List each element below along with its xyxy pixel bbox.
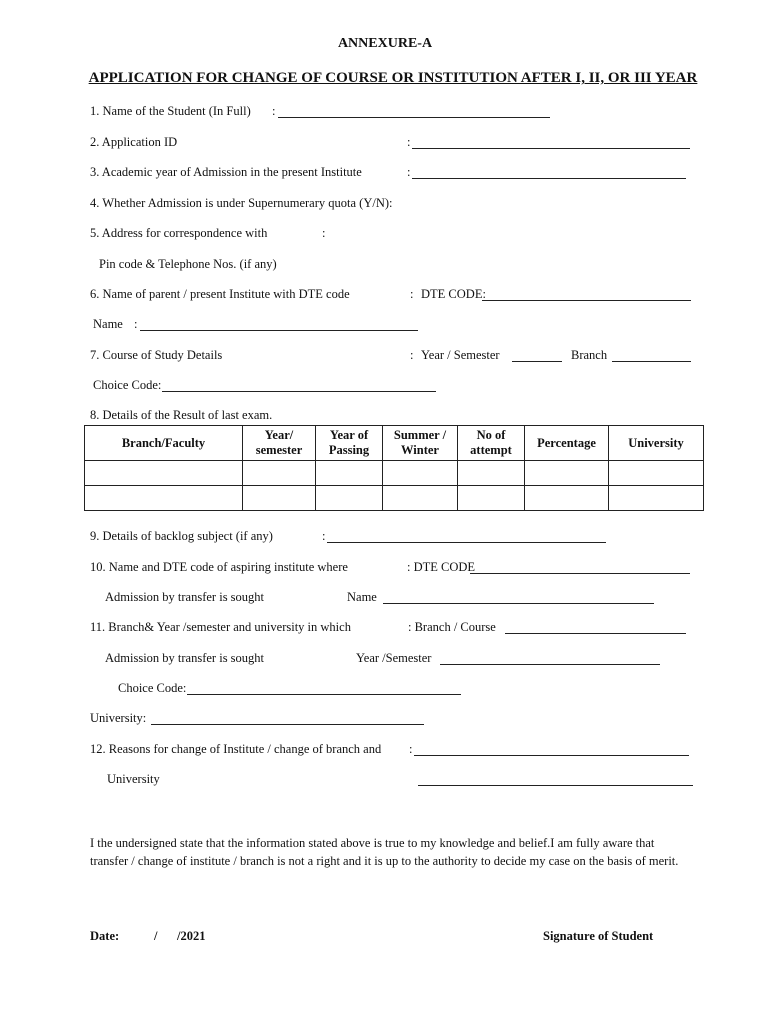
field-result-label: 8. Details of the Result of last exam. [90, 408, 273, 422]
date-slash: / [154, 929, 158, 943]
field-application-id-colon: : [407, 135, 411, 149]
field-reasons-label: 12. Reasons for change of Institute / change of branch and [90, 742, 382, 756]
field-transfer-branch-label: 11. Branch& Year /semester and university in which [90, 620, 351, 634]
field-supernumerary-label: 4. Whether Admission is under Supernumerary quota (Y/N): [90, 196, 393, 210]
field-parent-institute-label: 6. Name of parent / present Institute with DTE code [90, 287, 350, 301]
result-table [84, 425, 704, 511]
table-cell[interactable] [525, 486, 609, 511]
col-year-of-passing: Year of Passing [316, 426, 383, 461]
table-row [85, 486, 704, 511]
transfer-year-semester-field[interactable] [440, 652, 660, 665]
table-cell[interactable] [85, 486, 243, 511]
field-student-name-colon: : [272, 104, 276, 118]
field-application-id-label: 2. Application ID [90, 135, 178, 149]
table-cell[interactable] [525, 461, 609, 486]
aspiring-name-label: Name [347, 590, 377, 604]
table-row [85, 461, 704, 486]
annexure-heading: ANNEXURE-A [337, 36, 433, 51]
transfer-year-semester-label: Year /Semester [356, 651, 432, 665]
table-cell[interactable] [458, 461, 525, 486]
choice-code-label: Choice Code: [93, 378, 162, 392]
table-cell[interactable] [383, 486, 458, 511]
field-address-colon: : [322, 226, 326, 240]
transfer-choice-code-field[interactable] [187, 682, 461, 695]
dte-code-field[interactable] [482, 288, 691, 301]
field-backlog-colon: : [322, 529, 326, 543]
application-id-field[interactable] [412, 136, 690, 149]
table-cell[interactable] [243, 486, 316, 511]
aspiring-dte-code-label: : DTE CODE [407, 560, 476, 574]
parent-name-label: Name [93, 317, 123, 331]
field-pincode-label: Pin code & Telephone Nos. (if any) [99, 257, 277, 271]
transfer-choice-code-label: Choice Code: [118, 681, 187, 695]
backlog-field[interactable] [327, 530, 606, 543]
date-label: Date: [90, 929, 120, 943]
field-parent-institute-colon: : [410, 287, 414, 301]
field-aspiring-institute-label: 10. Name and DTE code of aspiring institute where [90, 560, 348, 574]
field-reasons-sub: University [107, 772, 160, 786]
table-cell[interactable] [243, 461, 316, 486]
branch-field[interactable] [612, 349, 691, 362]
col-branch-faculty: Branch/Faculty [85, 426, 243, 461]
col-year-semester: Year/ semester [243, 426, 316, 461]
transfer-branch-course-label: : Branch / Course [408, 620, 496, 634]
year-semester-label: Year / Semester [421, 348, 500, 362]
result-table-header-row [85, 426, 704, 461]
transfer-university-label: University: [90, 711, 147, 725]
academic-year-field[interactable] [412, 166, 686, 179]
col-no-of-attempt: No of attempt [458, 426, 525, 461]
parent-name-colon: : [134, 317, 138, 331]
field-transfer-sub: Admission by transfer is sought [105, 651, 265, 665]
branch-label: Branch [571, 348, 608, 362]
field-aspiring-institute-sub: Admission by transfer is sought [105, 590, 265, 604]
table-cell[interactable] [609, 486, 704, 511]
table-cell[interactable] [458, 486, 525, 511]
transfer-university-field[interactable] [151, 712, 424, 725]
student-name-field[interactable] [278, 105, 550, 118]
dte-code-label: DTE CODE: [421, 287, 486, 301]
field-student-name-label: 1. Name of the Student (In Full) [90, 104, 251, 118]
reasons-field[interactable] [414, 743, 689, 756]
table-cell[interactable] [609, 461, 704, 486]
table-cell[interactable] [316, 486, 383, 511]
table-cell[interactable] [85, 461, 243, 486]
signature-label: Signature of Student [543, 929, 654, 943]
field-address-label: 5. Address for correspondence with [90, 226, 268, 240]
col-summer-winter: Summer / Winter [383, 426, 458, 461]
field-reasons-colon: : [409, 742, 413, 756]
field-academic-year-label: 3. Academic year of Admission in the present Institute [90, 165, 362, 179]
year-semester-field[interactable] [512, 349, 562, 362]
date-year: /2021 [177, 929, 206, 943]
col-percentage: Percentage [525, 426, 609, 461]
reasons-field-line-2[interactable] [418, 773, 693, 786]
aspiring-name-field[interactable] [383, 591, 654, 604]
form-title: APPLICATION FOR CHANGE OF COURSE OR INSTITUTION AFTER I, II, OR III YEAR [88, 70, 698, 86]
aspiring-dte-code-field[interactable] [470, 561, 690, 574]
transfer-branch-course-field[interactable] [505, 621, 686, 634]
declaration-text: I the undersigned state that the information stated above is true to my knowledge and belief.I am fully aware that transfer / change of institute / branch is not a right and it is up to the authority to decide my case on the basis of merit. [90, 836, 679, 868]
choice-code-field[interactable] [162, 379, 436, 392]
field-course-details-label: 7. Course of Study Details [90, 348, 223, 362]
col-university: University [609, 426, 704, 461]
parent-name-field[interactable] [140, 318, 418, 331]
field-backlog-label: 9. Details of backlog subject (if any) [90, 529, 273, 543]
table-cell[interactable] [383, 461, 458, 486]
field-course-details-colon: : [410, 348, 414, 362]
field-academic-year-colon: : [407, 165, 411, 179]
table-cell[interactable] [316, 461, 383, 486]
